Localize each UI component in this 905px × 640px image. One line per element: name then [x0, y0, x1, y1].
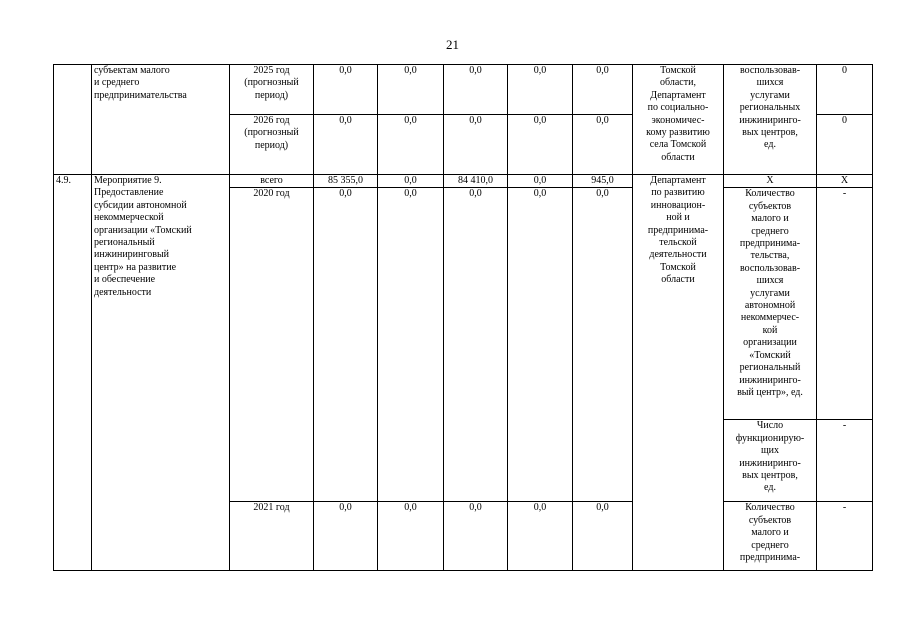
cell-indicator-value: - — [817, 420, 873, 502]
cell-event-name: субъектам малого и среднего предпринимательства — [92, 65, 230, 175]
cell-value: 0,0 — [314, 502, 378, 571]
cell-indicator-value: Х — [817, 175, 873, 188]
table-row — [54, 65, 873, 115]
cell-value: 84 410,0 — [444, 175, 508, 188]
cell-value: 0,0 — [508, 502, 573, 571]
cell-value: 0,0 — [444, 65, 508, 115]
cell-value: 0,0 — [508, 115, 573, 175]
cell-indicator: Количество субъектов малого и среднего предпринима- — [724, 502, 817, 571]
cell-indicator-value: - — [817, 502, 873, 571]
cell-event-name: Мероприятие 9. Предоставление субсидии автономной некоммерческой организации «Томский региональный инжиниринговый центр» на развитие и обеспечение деятельности — [92, 175, 230, 571]
cell-number: 4.9. — [54, 175, 92, 571]
cell-value: 0,0 — [573, 188, 633, 502]
cell-executor: Томской области, Департамент по социально- экономичес- кому развитию села Томской области — [633, 65, 724, 175]
cell-indicator: Число функционирую- щих инжиниринго- вых центров, ед. — [724, 420, 817, 502]
cell-indicator: воспользовав- шихся услугами региональных инжиниринго- вых центров, ед. — [724, 65, 817, 175]
cell-value: 0,0 — [444, 502, 508, 571]
cell-value: 0,0 — [444, 115, 508, 175]
cell-value: 0,0 — [314, 188, 378, 502]
cell-number — [54, 65, 92, 175]
cell-year: 2021 год — [230, 502, 314, 571]
cell-indicator: Количество субъектов малого и среднего предпринима- тельства, воспользовав- шихся услугами автономной некоммерчес- кой организации «Томский региональный инжиниринго- вый центр», ед. — [724, 188, 817, 420]
cell-value: 0,0 — [573, 502, 633, 571]
cell-value: 0,0 — [378, 115, 444, 175]
cell-value: 0,0 — [573, 65, 633, 115]
cell-year: всего — [230, 175, 314, 188]
page-number: 21 — [446, 37, 459, 52]
cell-value: 0,0 — [378, 188, 444, 502]
cell-year: 2026 год (прогнозный период) — [230, 115, 314, 175]
cell-value: 0,0 — [314, 65, 378, 115]
cell-value: 0,0 — [378, 175, 444, 188]
cell-value: 0,0 — [508, 188, 573, 502]
cell-value: 0,0 — [444, 188, 508, 502]
program-table — [53, 64, 873, 571]
cell-indicator-value: - — [817, 188, 873, 420]
cell-value: 0,0 — [573, 115, 633, 175]
cell-indicator-value: 0 — [817, 65, 873, 115]
cell-value: 0,0 — [378, 65, 444, 115]
table-row — [54, 175, 873, 188]
cell-year: 2020 год — [230, 188, 314, 502]
cell-indicator: Х — [724, 175, 817, 188]
cell-value: 0,0 — [508, 65, 573, 115]
cell-value: 0,0 — [508, 175, 573, 188]
cell-year: 2025 год (прогнозный период) — [230, 65, 314, 115]
cell-value: 0,0 — [314, 115, 378, 175]
cell-indicator-value: 0 — [817, 115, 873, 175]
cell-value: 945,0 — [573, 175, 633, 188]
cell-value: 85 355,0 — [314, 175, 378, 188]
cell-executor: Департамент по развитию инновацион- ной и предпринима- тельской деятельности Томской области — [633, 175, 724, 571]
cell-value: 0,0 — [378, 502, 444, 571]
